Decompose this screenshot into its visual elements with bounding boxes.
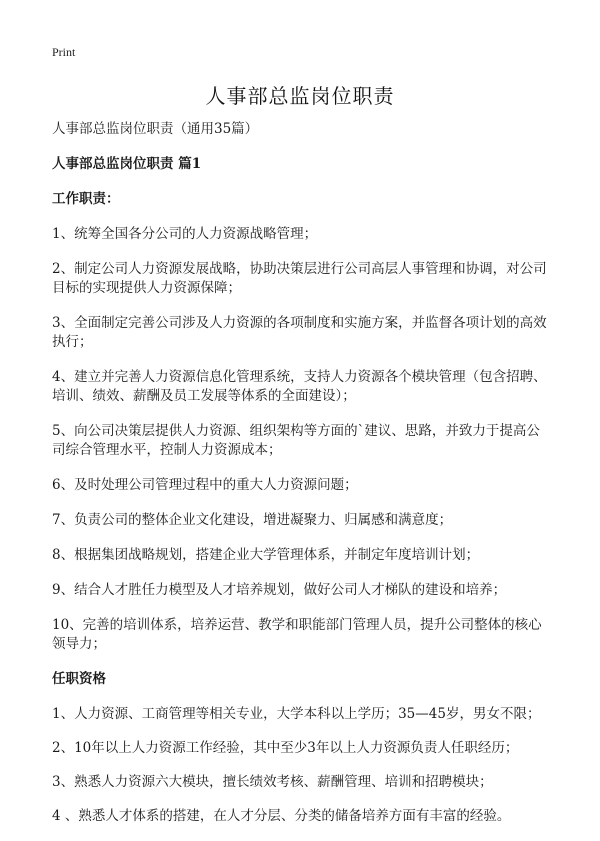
requirement-item: 1、人力资源、工商管理等相关专业，大学本科以上学历；35—45岁，男女不限； — [52, 706, 541, 722]
duty-item: 1、统筹全国各分公司的人力资源战略管理； — [52, 226, 318, 242]
print-link[interactable]: Print — [52, 45, 76, 59]
section-title: 人事部总监岗位职责 篇1 — [52, 156, 202, 172]
requirements-list — [52, 705, 548, 826]
duties-heading: 工作职责： — [52, 191, 120, 207]
duty-item: 7、负责公司的整体企业文化建设，增进凝聚力、归属感和满意度； — [52, 512, 453, 528]
requirements-heading: 任职资格 — [52, 671, 106, 687]
duty-item: 6、及时处理公司管理过程中的重大人力资源问题； — [52, 477, 358, 493]
requirement-item: 4 、熟悉人才体系的搭建，在人才分层、分类的储备培养方面有丰富的经验。 — [52, 808, 511, 824]
duty-item: 10、完善的培训体系，培养运营、教学和职能部门管理人员，提升公司整体的核心领导力； — [52, 617, 542, 652]
duties-list — [52, 225, 548, 654]
duty-item: 3、全面制定完善公司涉及人力资源的各项制度和实施方案，并监督各项计划的高效执行； — [52, 315, 547, 350]
duty-item: 5、向公司决策层提供人力资源、组织架构等方面的`建议、思路，并致力于提高公司综合管理水平，控制人力资源成本； — [52, 423, 540, 458]
duty-item: 4、建立并完善人力资源信息化管理系统，支持人力资源各个模块管理（包含招聘、培训、绩效、薪酬及员工发展等体系的全面建设）； — [52, 369, 547, 404]
document-subtitle: 人事部总监岗位职责（通用35篇） — [52, 121, 259, 137]
page-title: 人事部总监岗位职责 — [205, 84, 395, 108]
duty-item: 9、结合人才胜任力模型及人才培养规划，做好公司人才梯队的建设和培养； — [52, 582, 507, 598]
requirement-item: 3、熟悉人力资源六大模块，擅长绩效考核、薪酬管理、培训和招聘模块； — [52, 774, 493, 790]
duty-item: 2、制定公司人力资源发展战略，协助决策层进行公司高层人事管理和协调，对公司目标的实现提供人力资源保障； — [52, 261, 547, 296]
duty-item: 8、根据集团战略规划，搭建企业大学管理体系，并制定年度培训计划； — [52, 547, 480, 563]
requirement-item: 2、10年以上人力资源工作经验，其中至少3年以上人力资源负责人任职经历； — [52, 740, 519, 756]
document-body — [52, 120, 548, 841]
